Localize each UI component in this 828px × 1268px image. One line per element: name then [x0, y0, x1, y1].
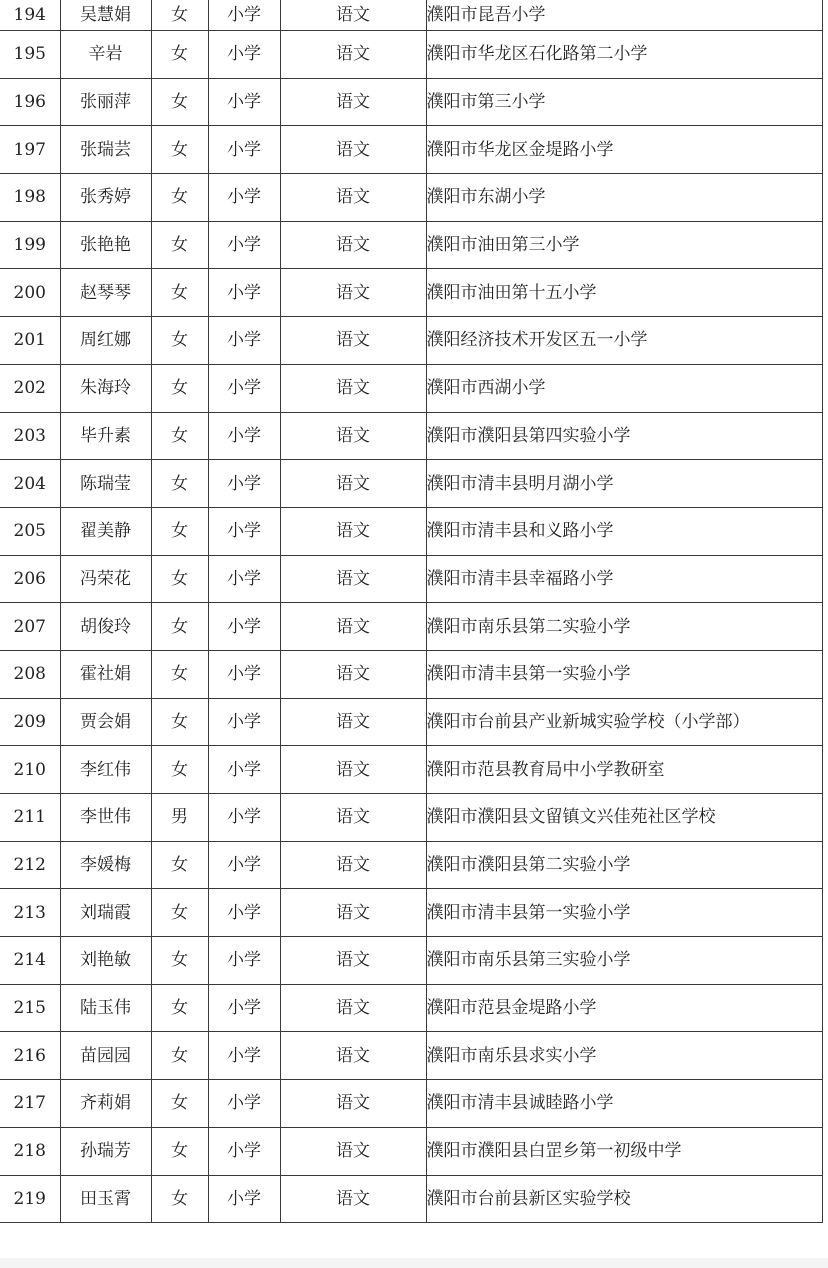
- cell-stage: 小学: [208, 1127, 280, 1175]
- cell-stage: 小学: [208, 984, 280, 1032]
- cell-stage: 小学: [208, 412, 280, 460]
- cell-name: 陆玉伟: [60, 984, 151, 1032]
- cell-name: 陈瑞莹: [60, 460, 151, 508]
- cell-number: 199: [0, 221, 60, 269]
- cell-number: 205: [0, 507, 60, 555]
- cell-name: 朱海玲: [60, 364, 151, 412]
- cell-name: 冯荣花: [60, 555, 151, 603]
- cell-name: 田玉霄: [60, 1175, 151, 1223]
- cell-school: 濮阳市台前县新区实验学校: [426, 1175, 822, 1223]
- table-row: [0, 78, 822, 126]
- cell-number: 198: [0, 174, 60, 222]
- cell-number: 219: [0, 1175, 60, 1223]
- cell-number: 215: [0, 984, 60, 1032]
- cell-gender: 女: [151, 555, 208, 603]
- cell-stage: 小学: [208, 603, 280, 651]
- cell-school: 濮阳市濮阳县第二实验小学: [426, 841, 822, 889]
- cell-stage: 小学: [208, 889, 280, 937]
- cell-number: 210: [0, 746, 60, 794]
- cell-school: 濮阳市华龙区石化路第二小学: [426, 31, 822, 79]
- cell-subject: 语文: [280, 841, 426, 889]
- cell-gender: 男: [151, 794, 208, 842]
- table-row: [0, 698, 822, 746]
- cell-stage: 小学: [208, 364, 280, 412]
- cell-school: 濮阳市西湖小学: [426, 364, 822, 412]
- cell-school: 濮阳市油田第十五小学: [426, 269, 822, 317]
- cell-stage: 小学: [208, 794, 280, 842]
- table-row: [0, 1175, 822, 1223]
- cell-subject: 语文: [280, 1080, 426, 1128]
- cell-school: 濮阳市台前县产业新城实验学校（小学部）: [426, 698, 822, 746]
- cell-number: 208: [0, 650, 60, 698]
- cell-school: 濮阳市濮阳县文留镇文兴佳苑社区学校: [426, 794, 822, 842]
- cell-subject: 语文: [280, 317, 426, 365]
- cell-subject: 语文: [280, 1175, 426, 1223]
- cell-school: 濮阳市东湖小学: [426, 174, 822, 222]
- cell-name: 李世伟: [60, 794, 151, 842]
- cell-school: 濮阳市油田第三小学: [426, 221, 822, 269]
- cell-subject: 语文: [280, 0, 426, 31]
- cell-number: 203: [0, 412, 60, 460]
- cell-gender: 女: [151, 841, 208, 889]
- cell-subject: 语文: [280, 31, 426, 79]
- table-row: [0, 507, 822, 555]
- cell-school: 濮阳市清丰县第一实验小学: [426, 650, 822, 698]
- cell-stage: 小学: [208, 78, 280, 126]
- cell-subject: 语文: [280, 603, 426, 651]
- cell-gender: 女: [151, 1080, 208, 1128]
- cell-gender: 女: [151, 78, 208, 126]
- cell-stage: 小学: [208, 937, 280, 985]
- cell-gender: 女: [151, 507, 208, 555]
- cell-gender: 女: [151, 126, 208, 174]
- cell-subject: 语文: [280, 507, 426, 555]
- cell-subject: 语文: [280, 126, 426, 174]
- cell-gender: 女: [151, 317, 208, 365]
- cell-number: 209: [0, 698, 60, 746]
- table-row: [0, 1032, 822, 1080]
- cell-number: 212: [0, 841, 60, 889]
- cell-gender: 女: [151, 650, 208, 698]
- cell-subject: 语文: [280, 746, 426, 794]
- cell-name: 赵琴琴: [60, 269, 151, 317]
- cell-stage: 小学: [208, 0, 280, 31]
- cell-subject: 语文: [280, 555, 426, 603]
- cell-gender: 女: [151, 0, 208, 31]
- table-row: [0, 841, 822, 889]
- cell-subject: 语文: [280, 889, 426, 937]
- table-row: [0, 1127, 822, 1175]
- cell-name: 翟美静: [60, 507, 151, 555]
- cell-gender: 女: [151, 889, 208, 937]
- cell-gender: 女: [151, 984, 208, 1032]
- cell-subject: 语文: [280, 269, 426, 317]
- table-row: [0, 460, 822, 508]
- cell-name: 吴慧娟: [60, 0, 151, 31]
- cell-subject: 语文: [280, 364, 426, 412]
- cell-school: 濮阳市濮阳县第四实验小学: [426, 412, 822, 460]
- cell-number: 200: [0, 269, 60, 317]
- table-row: [0, 364, 822, 412]
- cell-gender: 女: [151, 221, 208, 269]
- cell-stage: 小学: [208, 317, 280, 365]
- cell-number: 216: [0, 1032, 60, 1080]
- cell-school: 濮阳市清丰县明月湖小学: [426, 460, 822, 508]
- table-row: [0, 555, 822, 603]
- cell-number: 217: [0, 1080, 60, 1128]
- cell-gender: 女: [151, 698, 208, 746]
- cell-name: 刘艳敏: [60, 937, 151, 985]
- cell-school: 濮阳市濮阳县白罡乡第一初级中学: [426, 1127, 822, 1175]
- cell-stage: 小学: [208, 1032, 280, 1080]
- cell-gender: 女: [151, 937, 208, 985]
- cell-subject: 语文: [280, 650, 426, 698]
- cell-stage: 小学: [208, 555, 280, 603]
- cell-school: 濮阳市范县金堤路小学: [426, 984, 822, 1032]
- cell-stage: 小学: [208, 698, 280, 746]
- cell-name: 张艳艳: [60, 221, 151, 269]
- cell-school: 濮阳市南乐县求实小学: [426, 1032, 822, 1080]
- cell-number: 206: [0, 555, 60, 603]
- cell-gender: 女: [151, 1175, 208, 1223]
- table-row: [0, 984, 822, 1032]
- cell-gender: 女: [151, 364, 208, 412]
- cell-gender: 女: [151, 412, 208, 460]
- cell-gender: 女: [151, 31, 208, 79]
- cell-number: 196: [0, 78, 60, 126]
- table-row: [0, 269, 822, 317]
- cell-school: 濮阳市清丰县第一实验小学: [426, 889, 822, 937]
- cell-number: 213: [0, 889, 60, 937]
- cell-subject: 语文: [280, 794, 426, 842]
- table-row: [0, 746, 822, 794]
- cell-school: 濮阳市清丰县诚睦路小学: [426, 1080, 822, 1128]
- cell-subject: 语文: [280, 984, 426, 1032]
- table-row: [0, 794, 822, 842]
- cell-name: 李媛梅: [60, 841, 151, 889]
- cell-subject: 语文: [280, 174, 426, 222]
- cell-stage: 小学: [208, 1080, 280, 1128]
- cell-school: 濮阳经济技术开发区五一小学: [426, 317, 822, 365]
- cell-name: 胡俊玲: [60, 603, 151, 651]
- cell-name: 齐莉娟: [60, 1080, 151, 1128]
- cell-stage: 小学: [208, 31, 280, 79]
- cell-name: 李红伟: [60, 746, 151, 794]
- cell-name: 张秀婷: [60, 174, 151, 222]
- table-row: [0, 937, 822, 985]
- cell-school: 濮阳市华龙区金堤路小学: [426, 126, 822, 174]
- cell-gender: 女: [151, 174, 208, 222]
- table-row: [0, 0, 822, 31]
- table-row: [0, 650, 822, 698]
- cell-stage: 小学: [208, 650, 280, 698]
- cell-number: 204: [0, 460, 60, 508]
- cell-number: 214: [0, 937, 60, 985]
- cell-number: 197: [0, 126, 60, 174]
- cell-stage: 小学: [208, 221, 280, 269]
- table-row: [0, 126, 822, 174]
- table-row: [0, 174, 822, 222]
- cell-name: 辛岩: [60, 31, 151, 79]
- cell-subject: 语文: [280, 78, 426, 126]
- cell-number: 195: [0, 31, 60, 79]
- cell-number: 218: [0, 1127, 60, 1175]
- cell-gender: 女: [151, 1032, 208, 1080]
- cell-stage: 小学: [208, 126, 280, 174]
- cell-gender: 女: [151, 746, 208, 794]
- cell-stage: 小学: [208, 1175, 280, 1223]
- cell-gender: 女: [151, 460, 208, 508]
- cell-stage: 小学: [208, 460, 280, 508]
- cell-name: 霍社娟: [60, 650, 151, 698]
- cell-gender: 女: [151, 603, 208, 651]
- cell-school: 濮阳市南乐县第三实验小学: [426, 937, 822, 985]
- cell-number: 207: [0, 603, 60, 651]
- cell-stage: 小学: [208, 507, 280, 555]
- cell-subject: 语文: [280, 460, 426, 508]
- cell-name: 刘瑞霞: [60, 889, 151, 937]
- table-row: [0, 1080, 822, 1128]
- cell-subject: 语文: [280, 221, 426, 269]
- cell-name: 苗园园: [60, 1032, 151, 1080]
- cell-stage: 小学: [208, 174, 280, 222]
- cell-school: 濮阳市清丰县和义路小学: [426, 507, 822, 555]
- cell-school: 濮阳市第三小学: [426, 78, 822, 126]
- cell-number: 194: [0, 0, 60, 31]
- cell-name: 孙瑞芳: [60, 1127, 151, 1175]
- table-row: [0, 221, 822, 269]
- table-row: [0, 317, 822, 365]
- table-row: [0, 889, 822, 937]
- cell-subject: 语文: [280, 1127, 426, 1175]
- cell-name: 张瑞芸: [60, 126, 151, 174]
- cell-gender: 女: [151, 269, 208, 317]
- cell-subject: 语文: [280, 412, 426, 460]
- cell-stage: 小学: [208, 841, 280, 889]
- cell-stage: 小学: [208, 269, 280, 317]
- cell-subject: 语文: [280, 937, 426, 985]
- cell-number: 202: [0, 364, 60, 412]
- cell-school: 濮阳市昆吾小学: [426, 0, 822, 31]
- cell-school: 濮阳市南乐县第二实验小学: [426, 603, 822, 651]
- cell-name: 周红娜: [60, 317, 151, 365]
- table-row: [0, 412, 822, 460]
- cell-school: 濮阳市清丰县幸福路小学: [426, 555, 822, 603]
- cell-name: 张丽萍: [60, 78, 151, 126]
- cell-name: 贾会娟: [60, 698, 151, 746]
- table-row: [0, 31, 822, 79]
- cell-subject: 语文: [280, 698, 426, 746]
- cell-number: 211: [0, 794, 60, 842]
- cell-subject: 语文: [280, 1032, 426, 1080]
- cell-number: 201: [0, 317, 60, 365]
- page-bottom-margin: [0, 1258, 828, 1268]
- cell-name: 毕升素: [60, 412, 151, 460]
- table-row: [0, 603, 822, 651]
- cell-gender: 女: [151, 1127, 208, 1175]
- cell-school: 濮阳市范县教育局中小学教研室: [426, 746, 822, 794]
- cell-stage: 小学: [208, 746, 280, 794]
